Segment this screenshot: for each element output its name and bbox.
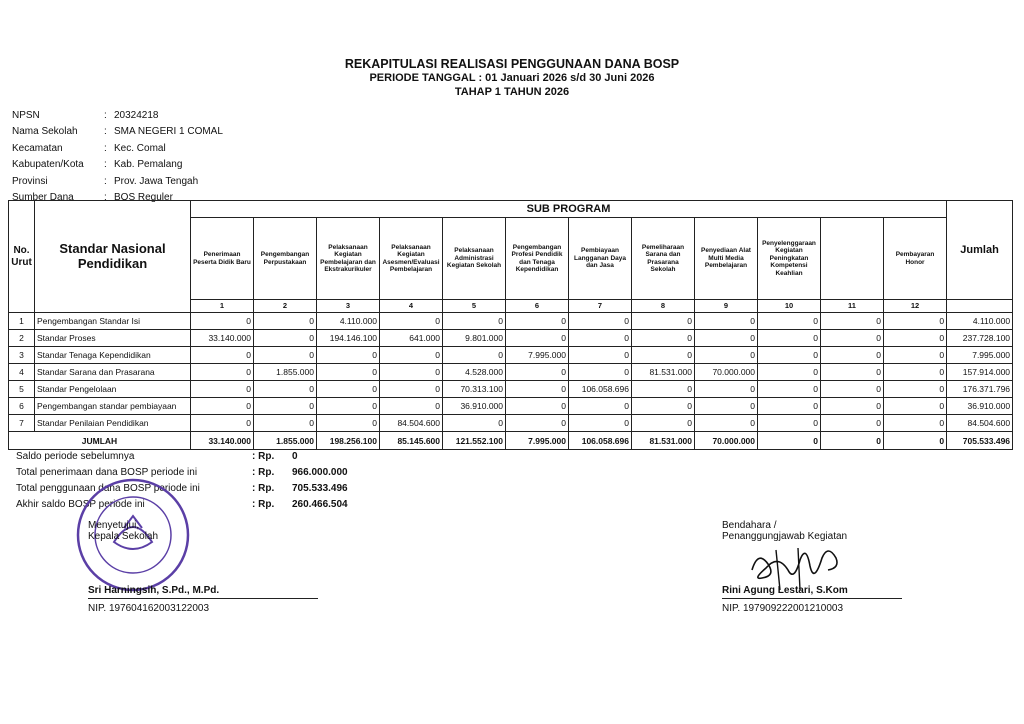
row-value-4: 84.504.600 (380, 415, 443, 432)
row-value-4: 0 (380, 398, 443, 415)
row-value-11: 0 (821, 398, 884, 415)
row-value-12: 0 (884, 398, 947, 415)
report-title: REKAPITULASI REALISASI PENGGUNAAN DANA BOSP (344, 57, 680, 71)
report-stage: TAHAP 1 TAHUN 2026 (454, 86, 570, 98)
col-number-3: 3 (317, 300, 380, 313)
principal-role: Kepala Sekolah (88, 531, 159, 542)
row-value-6: 0 (506, 398, 569, 415)
row-value-5: 0 (443, 347, 506, 364)
row-value-8: 0 (632, 381, 695, 398)
row-value-9: 0 (695, 313, 758, 330)
row-value-1: 0 (191, 415, 254, 432)
row-value-9: 0 (695, 347, 758, 364)
row-standard-name: Standar Tenaga Kependidikan (35, 347, 191, 364)
row-value-3: 4.110.000 (317, 313, 380, 330)
sub-header-9: Penyediaan Alat Multi Media Pembelajaran (695, 218, 758, 300)
row-value-6: 0 (506, 313, 569, 330)
row-value-3: 0 (317, 347, 380, 364)
row-total: 4.110.000 (947, 313, 1013, 330)
row-value-2: 0 (254, 398, 317, 415)
col-number-6: 6 (506, 300, 569, 313)
table-row (9, 398, 1013, 415)
row-value-11: 0 (821, 415, 884, 432)
sub-header-4: Pelaksanaan Kegiatan Asesmen/Evaluasi Pembelajaran (380, 218, 443, 300)
row-value-12: 0 (884, 364, 947, 381)
row-value-8: 0 (632, 313, 695, 330)
row-value-4: 641.000 (380, 330, 443, 347)
row-value-10: 0 (758, 330, 821, 347)
treasurer-role-line2: Penanggungjawab Kegiatan (722, 531, 848, 542)
table-row (9, 415, 1013, 432)
row-value-1: 0 (191, 347, 254, 364)
row-value-6: 0 (506, 364, 569, 381)
col-number-7: 7 (569, 300, 632, 313)
row-value-9: 0 (695, 415, 758, 432)
total-row (9, 432, 1013, 450)
sub-header-8: Pemeliharaan Sarana dan Prasarana Sekolah (632, 218, 695, 300)
table-row (9, 330, 1013, 347)
treasurer-role-line1: Bendahara / (722, 520, 777, 531)
row-value-2: 0 (254, 415, 317, 432)
total-label: JUMLAH (9, 432, 191, 450)
row-value-4: 0 (380, 313, 443, 330)
row-value-6: 7.995.000 (506, 347, 569, 364)
treasurer-signature-block (722, 520, 902, 614)
row-value-8: 0 (632, 347, 695, 364)
treasurer-nip: NIP. 197909222001210003 (722, 603, 844, 614)
total-value-9: 70.000.000 (695, 432, 758, 450)
row-value-10: 0 (758, 347, 821, 364)
header-total: Jumlah (947, 201, 1013, 300)
row-value-3: 0 (317, 398, 380, 415)
row-value-7: 0 (569, 313, 632, 330)
row-value-4: 0 (380, 381, 443, 398)
row-value-12: 0 (884, 381, 947, 398)
principal-signature-line (88, 598, 318, 599)
col-number-8: 8 (632, 300, 695, 313)
row-value-1: 0 (191, 313, 254, 330)
principal-name: Sri Harningsih, S.Pd., M.Pd. (88, 585, 220, 596)
summary-row-ending-balance: Akhir saldo BOSP periode ini : Rp. 260.466.504 (16, 498, 348, 510)
row-value-5: 70.313.100 (443, 381, 506, 398)
header-no: No. Urut (9, 201, 35, 313)
row-value-11: 0 (821, 364, 884, 381)
principal-nip: NIP. 197604162003122003 (88, 603, 210, 614)
col-number-9: 9 (695, 300, 758, 313)
row-total: 84.504.600 (947, 415, 1013, 432)
row-total: 157.914.000 (947, 364, 1013, 381)
col-number-4: 4 (380, 300, 443, 313)
row-number: 3 (9, 347, 35, 364)
row-number: 7 (9, 415, 35, 432)
report-period: PERIODE TANGGAL : 01 Januari 2026 s/d 30 Juni 2026 (369, 72, 655, 84)
row-value-6: 0 (506, 415, 569, 432)
col-number-11: 11 (821, 300, 884, 313)
row-value-5: 0 (443, 415, 506, 432)
row-standard-name: Pengembangan standar pembiayaan (35, 398, 191, 415)
total-value-2: 1.855.000 (254, 432, 317, 450)
col-number-1: 1 (191, 300, 254, 313)
row-value-7: 0 (569, 364, 632, 381)
row-value-10: 0 (758, 313, 821, 330)
row-value-12: 0 (884, 330, 947, 347)
row-number: 2 (9, 330, 35, 347)
row-number: 1 (9, 313, 35, 330)
row-value-7: 0 (569, 330, 632, 347)
row-value-1: 33.140.000 (191, 330, 254, 347)
row-value-8: 81.531.000 (632, 364, 695, 381)
col-number-12: 12 (884, 300, 947, 313)
row-value-3: 0 (317, 381, 380, 398)
row-value-9: 0 (695, 398, 758, 415)
row-value-5: 9.801.000 (443, 330, 506, 347)
row-value-6: 0 (506, 330, 569, 347)
info-row-fund-source: Sumber Dana : BOS Reguler (12, 192, 173, 204)
row-total: 36.910.000 (947, 398, 1013, 415)
row-value-8: 0 (632, 330, 695, 347)
summary-row-total-received: Total penerimaan dana BOSP periode ini : Rp. 966.000.000 (16, 466, 348, 478)
col-number-2: 2 (254, 300, 317, 313)
row-value-11: 0 (821, 347, 884, 364)
row-value-7: 106.058.696 (569, 381, 632, 398)
row-standard-name: Standar Penilaian Pendidikan (35, 415, 191, 432)
total-value-10: 0 (758, 432, 821, 450)
row-value-9: 70.000.000 (695, 364, 758, 381)
row-standard-name: Pengembangan Standar Isi (35, 313, 191, 330)
total-value-6: 7.995.000 (506, 432, 569, 450)
total-value-7: 106.058.696 (569, 432, 632, 450)
col-number-blank (947, 300, 1013, 313)
sub-header-11 (821, 218, 884, 300)
sub-header-6: Pengembangan Profesi Pendidik dan Tenaga Kependidikan (506, 218, 569, 300)
total-value-8: 81.531.000 (632, 432, 695, 450)
row-value-12: 0 (884, 313, 947, 330)
row-value-10: 0 (758, 364, 821, 381)
grand-total: 705.533.496 (947, 432, 1013, 450)
row-value-10: 0 (758, 415, 821, 432)
row-value-5: 0 (443, 313, 506, 330)
table-row (9, 313, 1013, 330)
sub-header-5: Pelaksanaan Administrasi Kegiatan Sekolah (443, 218, 506, 300)
sub-header-10: Penyelenggaraan Kegiatan Peningkatan Kompetensi Keahlian (758, 218, 821, 300)
header-sub-program: SUB PROGRAM (191, 201, 947, 218)
row-value-7: 0 (569, 415, 632, 432)
info-row-npsn: NPSN : 20324218 (12, 109, 159, 121)
row-total: 7.995.000 (947, 347, 1013, 364)
row-total: 176.371.796 (947, 381, 1013, 398)
row-value-8: 0 (632, 398, 695, 415)
table-row (9, 364, 1013, 381)
row-value-2: 0 (254, 313, 317, 330)
row-value-8: 0 (632, 415, 695, 432)
row-value-9: 0 (695, 381, 758, 398)
sub-header-7: Pembiayaan Langganan Daya dan Jasa (569, 218, 632, 300)
school-info (12, 107, 223, 206)
info-row-district: Kecamatan : Kec. Comal (12, 142, 166, 154)
row-standard-name: Standar Proses (35, 330, 191, 347)
row-value-3: 0 (317, 364, 380, 381)
approval-label: Menyetujui, (88, 520, 140, 531)
row-value-1: 0 (191, 381, 254, 398)
summary-row-total-used: Total penggunaan dana BOSP periode ini : Rp. 705.533.496 (16, 482, 348, 494)
realization-table (8, 200, 1013, 450)
sub-header-12: Pembayaran Honor (884, 218, 947, 300)
table-row (9, 347, 1013, 364)
row-value-2: 0 (254, 381, 317, 398)
row-value-2: 1.855.000 (254, 364, 317, 381)
row-value-10: 0 (758, 381, 821, 398)
row-value-9: 0 (695, 330, 758, 347)
row-value-3: 0 (317, 415, 380, 432)
row-number: 5 (9, 381, 35, 398)
row-value-5: 4.528.000 (443, 364, 506, 381)
total-value-11: 0 (821, 432, 884, 450)
total-value-5: 121.552.100 (443, 432, 506, 450)
row-value-2: 0 (254, 347, 317, 364)
treasurer-signature-line (722, 598, 902, 599)
row-value-3: 194.146.100 (317, 330, 380, 347)
info-row-regency: Kabupaten/Kota : Kab. Pemalang (12, 159, 183, 171)
row-value-7: 0 (569, 347, 632, 364)
total-value-4: 85.145.600 (380, 432, 443, 450)
total-value-1: 33.140.000 (191, 432, 254, 450)
info-row-school-name: Nama Sekolah : SMA NEGERI 1 COMAL (12, 126, 223, 138)
row-standard-name: Standar Sarana dan Prasarana (35, 364, 191, 381)
row-value-2: 0 (254, 330, 317, 347)
header-standard: Standar Nasional Pendidikan (35, 201, 191, 313)
row-value-1: 0 (191, 364, 254, 381)
row-value-5: 36.910.000 (443, 398, 506, 415)
table-body (9, 313, 1013, 450)
row-value-11: 0 (821, 381, 884, 398)
sub-header-3: Pelaksanaan Kegiatan Pembelajaran dan Ekstrakurikuler (317, 218, 380, 300)
row-value-6: 0 (506, 381, 569, 398)
row-value-12: 0 (884, 415, 947, 432)
row-value-10: 0 (758, 398, 821, 415)
col-number-5: 5 (443, 300, 506, 313)
sub-header-1: Penerimaan Peserta Didik Baru (191, 218, 254, 300)
row-total: 237.728.100 (947, 330, 1013, 347)
row-value-12: 0 (884, 347, 947, 364)
info-row-province: Provinsi : Prov. Jawa Tengah (12, 175, 199, 187)
table-row (9, 381, 1013, 398)
row-value-1: 0 (191, 398, 254, 415)
principal-signature-block (88, 520, 318, 614)
row-value-7: 0 (569, 398, 632, 415)
col-number-10: 10 (758, 300, 821, 313)
row-value-11: 0 (821, 313, 884, 330)
total-value-12: 0 (884, 432, 947, 450)
total-value-3: 198.256.100 (317, 432, 380, 450)
treasurer-name: Rini Agung Lestari, S.Kom (722, 585, 848, 596)
row-value-11: 0 (821, 330, 884, 347)
row-number: 4 (9, 364, 35, 381)
row-value-4: 0 (380, 364, 443, 381)
summary-row-previous-balance: Saldo periode sebelumnya : Rp. 0 (16, 450, 298, 462)
sub-header-2: Pengembangan Perpustakaan (254, 218, 317, 300)
row-value-4: 0 (380, 347, 443, 364)
row-standard-name: Standar Pengelolaan (35, 381, 191, 398)
row-number: 6 (9, 398, 35, 415)
